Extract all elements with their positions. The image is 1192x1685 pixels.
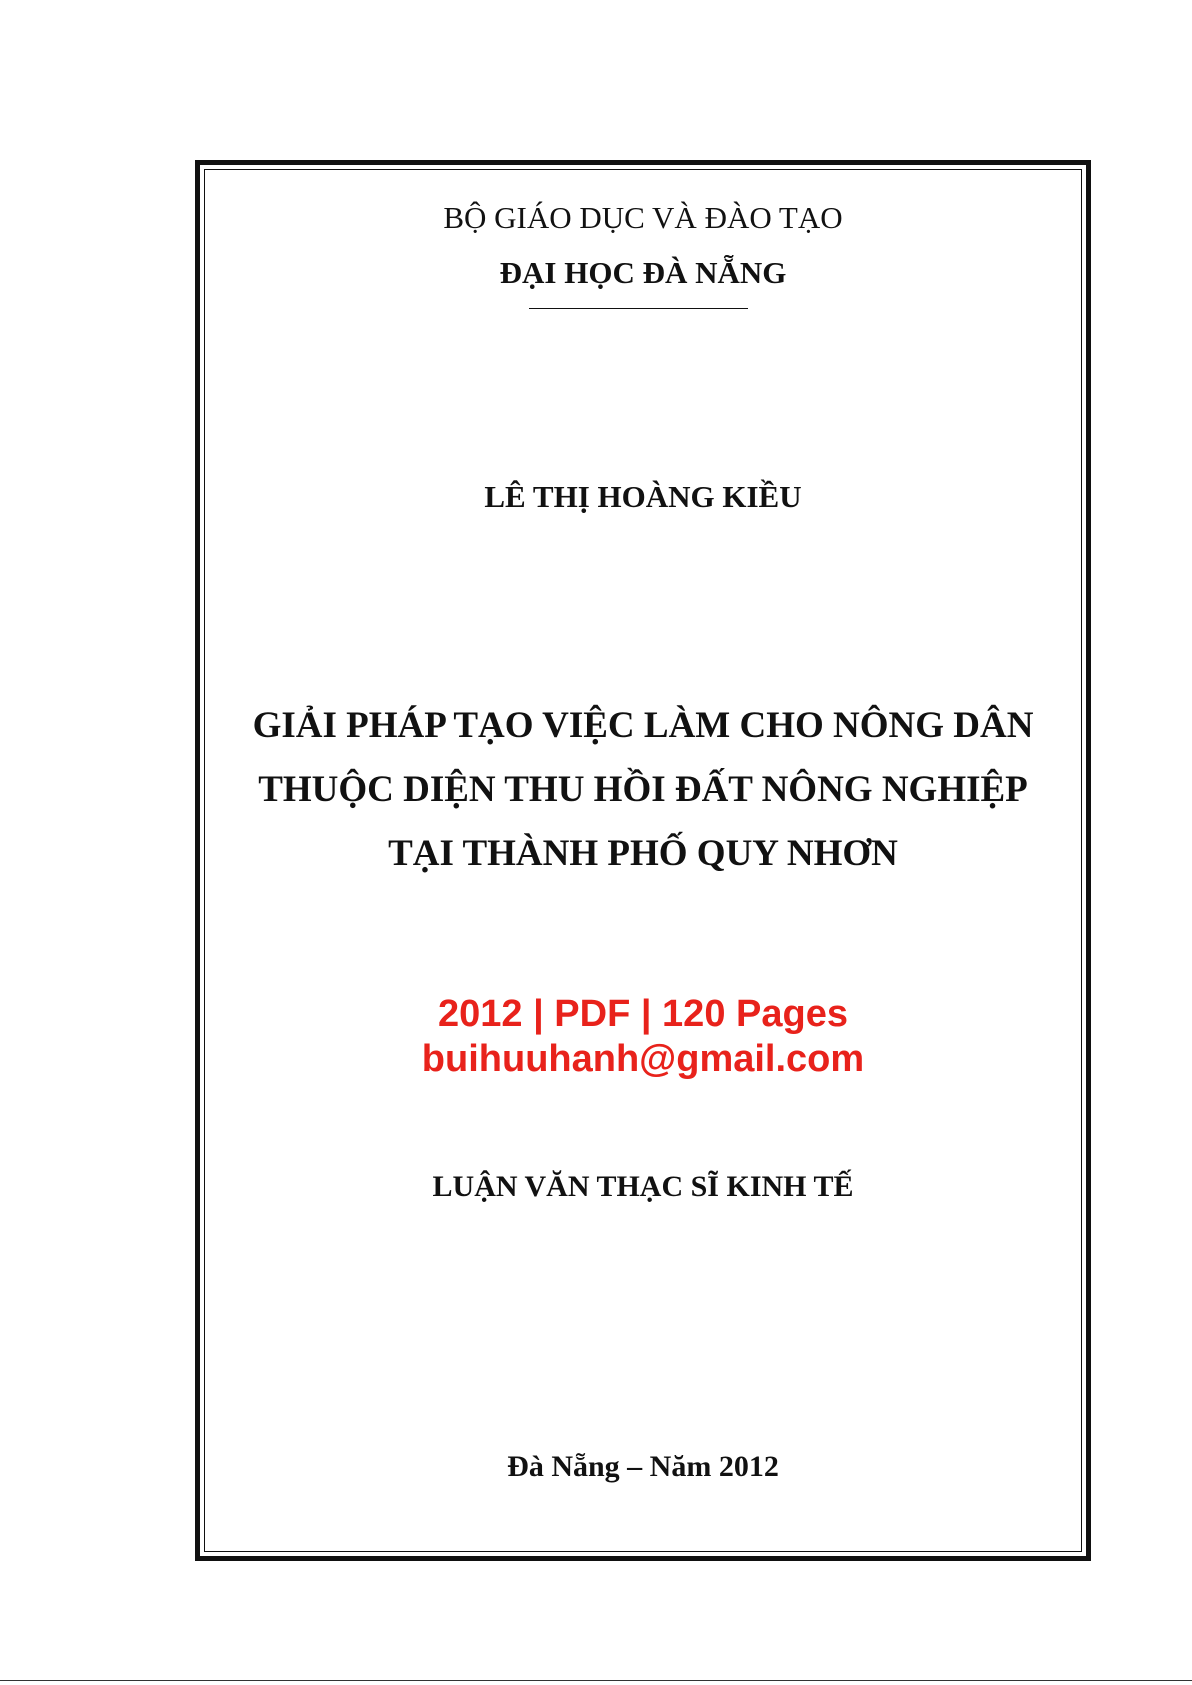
thesis-title	[195, 694, 1091, 886]
contact-email: buihuuhanh@gmail.com	[421, 1038, 865, 1080]
author-name: LÊ THỊ HOÀNG KIỀU	[484, 479, 802, 514]
download-info-line: 2012 | PDF | 120 Pages	[438, 993, 848, 1035]
heading-divider	[529, 308, 748, 309]
thesis-title-line-1: GIẢI PHÁP TẠO VIỆC LÀM CHO NÔNG DÂN	[252, 705, 1034, 746]
place-and-year: Đà Nẵng – Năm 2012	[507, 1450, 779, 1483]
degree-label: LUẬN VĂN THẠC SĨ KINH TẾ	[432, 1170, 854, 1203]
thesis-title-line-3: TẠI THÀNH PHỐ QUY NHƠN	[388, 833, 898, 874]
ministry-heading: BỘ GIÁO DỤC VÀ ĐÀO TẠO	[443, 200, 843, 235]
university-heading: ĐẠI HỌC ĐÀ NẴNG	[499, 255, 787, 290]
download-info	[195, 992, 1091, 1082]
page-bottom-edge	[0, 1680, 1192, 1681]
thesis-title-line-2: THUỘC DIỆN THU HỒI ĐẤT NÔNG NGHIỆP	[258, 769, 1028, 810]
